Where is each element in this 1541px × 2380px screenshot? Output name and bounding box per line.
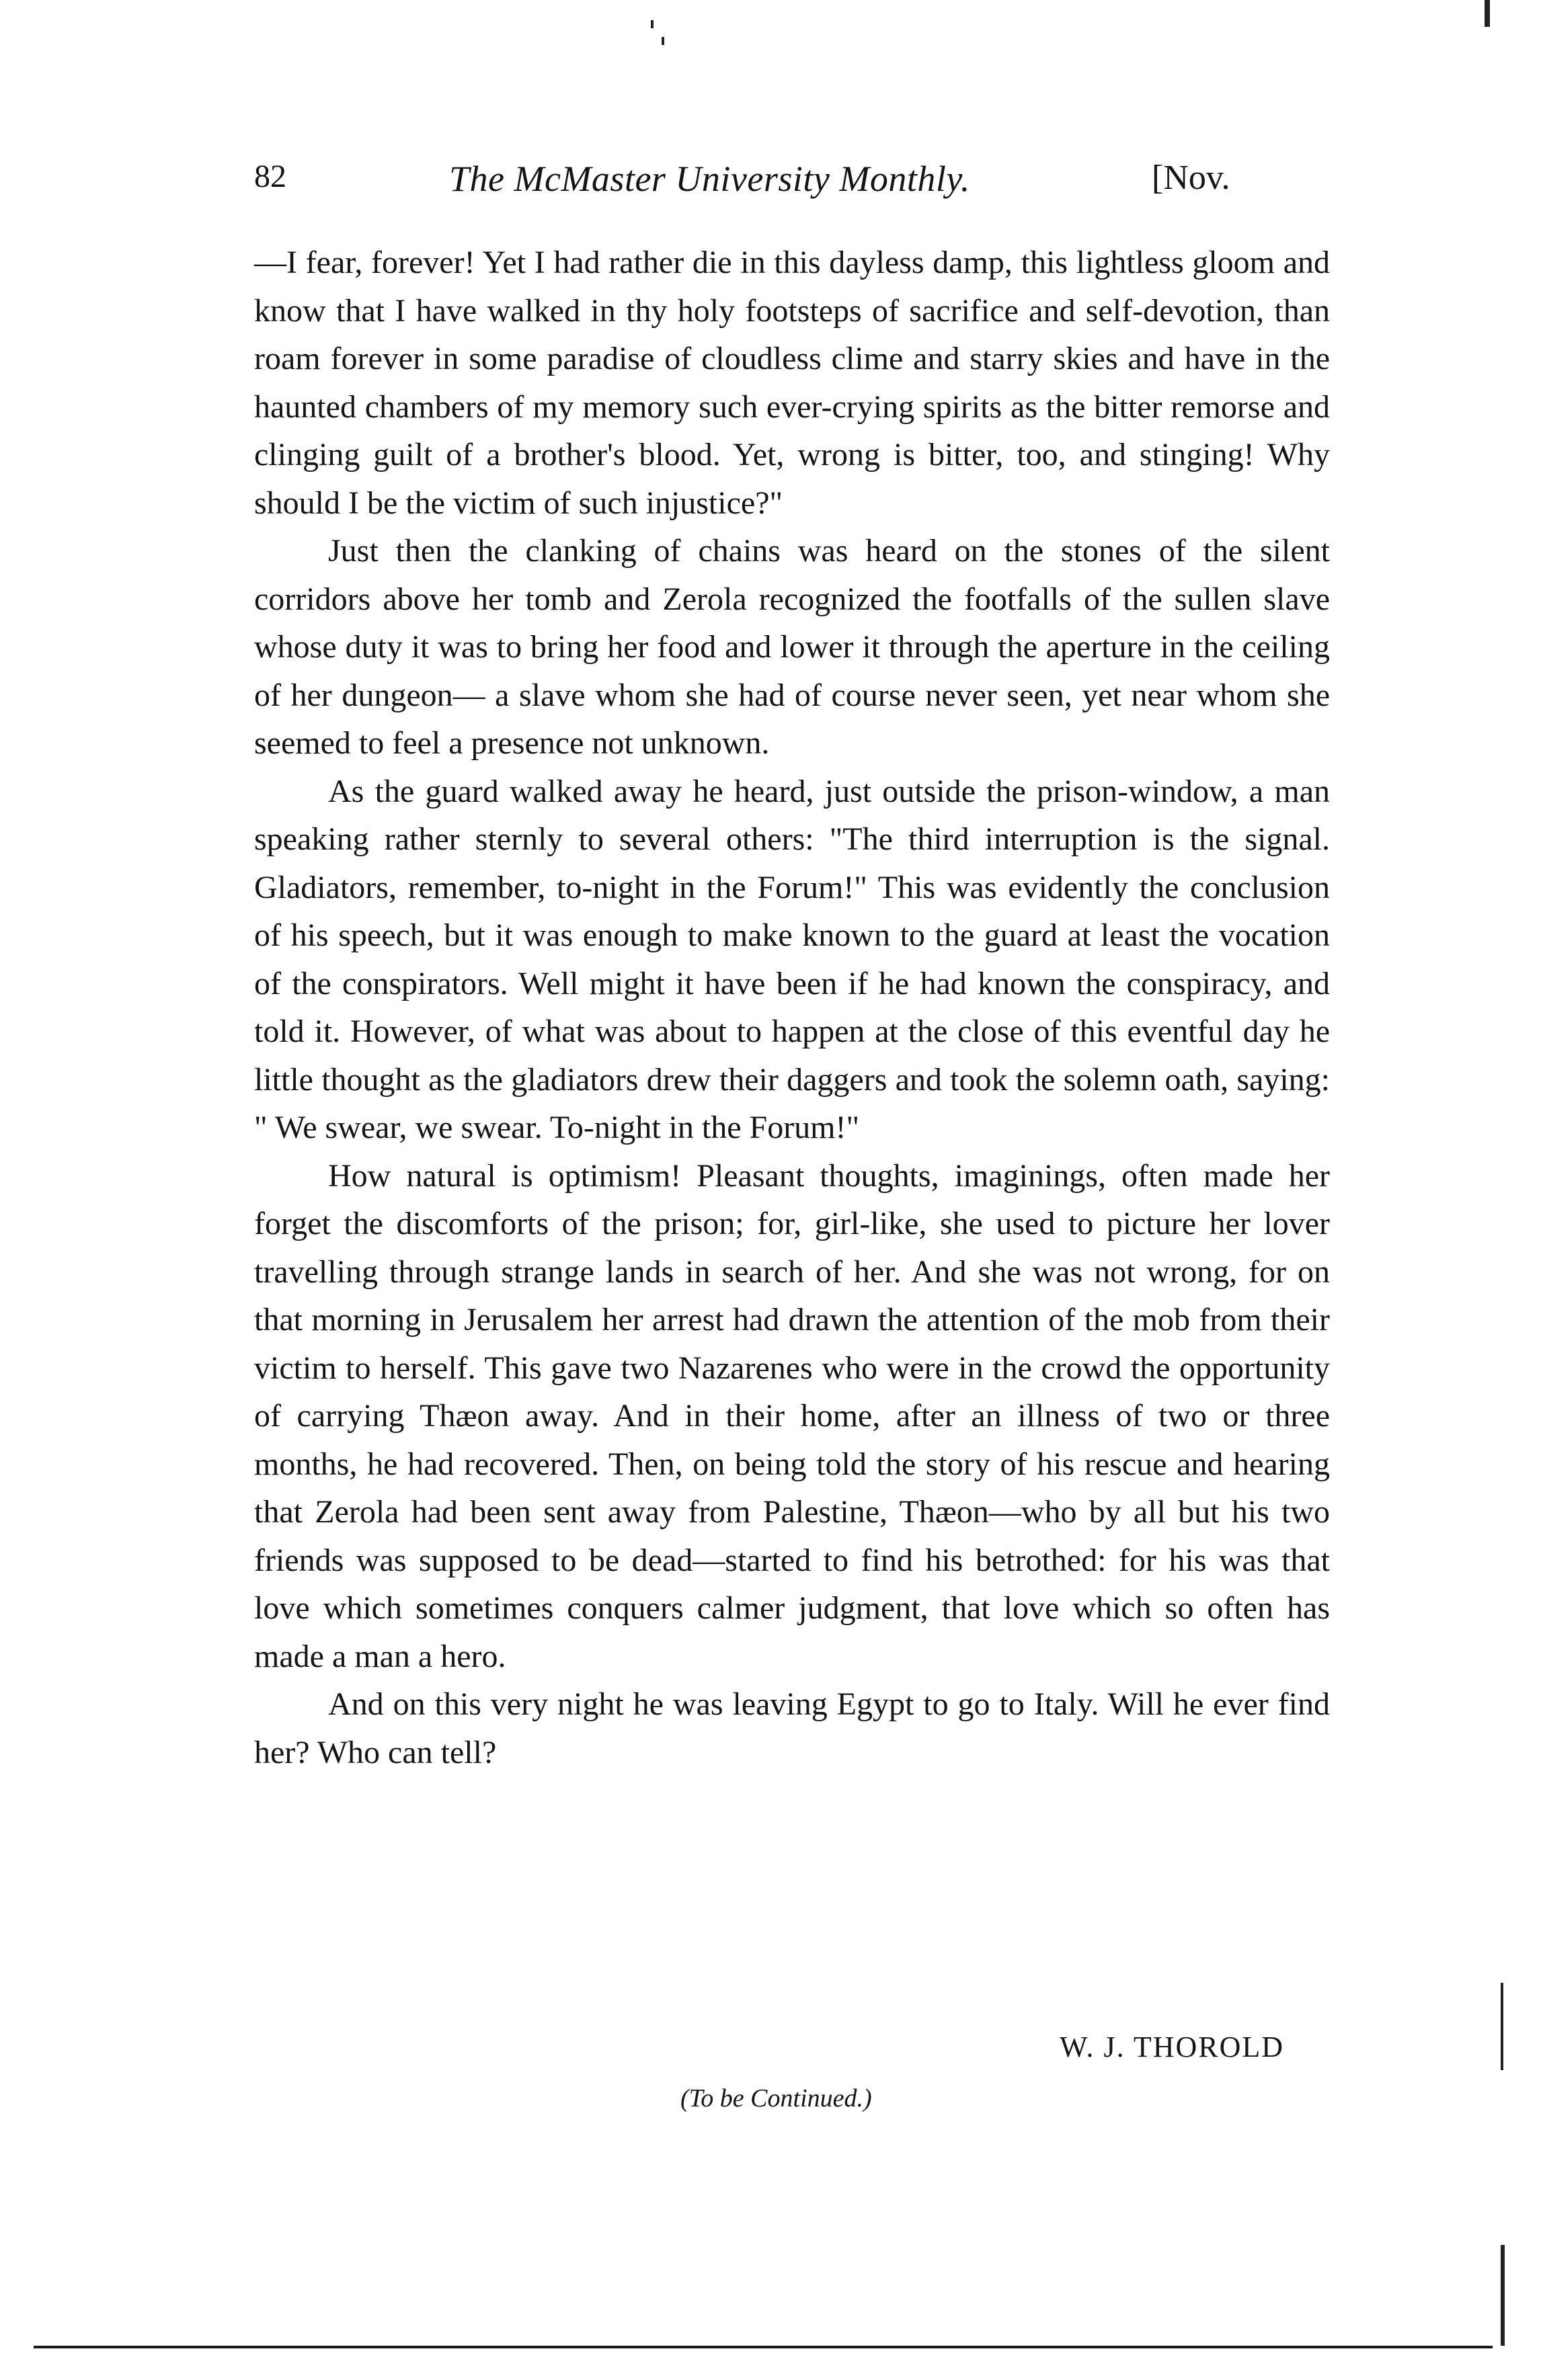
paragraph: And on this very night he was leaving Egypt to go to Italy. Will he ever find her? Who can tell? <box>254 1686 1330 1770</box>
running-header <box>254 158 1330 212</box>
paragraph: How natural is optimism! Pleasant thoughts, imaginings, often made her forget the discomforts of the prison; for, girl-like, she used to picture her lover travelling through strange lands in search of her. And she was not wrong, for on that morning in Jerusalem her arrest had drawn the attention of the mob from their victim to herself. This gave two Nazarenes who were in the crowd the opportunity of carrying Thæon away. And in their home, after an illness of two or three months, he had recovered. Then, on being told the story of his rescue and hearing that Zerola had been sent away from Palestine, Thæon—who by all but his two friends was supposed to be dead—started to find his betrothed: for his was that love which sometimes conquers calmer judgment, that love which so often has made a man a hero. <box>254 1157 1330 1674</box>
article-body <box>254 239 1330 1776</box>
paragraph: As the guard walked away he heard, just outside the prison-window, a man speaking rather sternly to several others: "The third interruption is the signal. Gladiators, remember, to-night in the Forum!" This was evidently the conclusion of his speech, but it was enough to make known to the guard at least the vocation of the conspirators. Well might it have been if he had known the conspiracy, and told it. However, of what was about to happen at the close of this eventful day he little thought as the gladiators drew their daggers and took the solemn oath, saying: " We swear, we swear. To-night in the Forum!" <box>254 773 1330 1145</box>
issue-month: [Nov. <box>1152 159 1230 197</box>
scan-mark <box>1501 1983 1503 2070</box>
page-number: 82 <box>254 159 286 194</box>
paragraph: Just then the clanking of chains was heard on the stones of the silent corridors above her tomb and Zerola recognized the footfalls of the sullen slave whose duty it was to bring her food and lower it through the aperture in the ceiling of her dungeon— a slave whom she had of course never seen, yet near whom she seemed to feel a presence not unknown. <box>254 533 1330 761</box>
paragraph: —I fear, forever! Yet I had rather die in this dayless damp, this lightless gloom and know that I have walked in thy holy footsteps of sacrifice and self-devotion, than roam forever in some paradise of cloudless clime and starry skies and have in the haunted chambers of my memory such ever-crying spirits as the bitter remorse and clinging guilt of a brother's blood. Yet, wrong is bitter, too, and stinging! Why should I be the victim of such injustice?" <box>254 245 1330 521</box>
scan-mark <box>651 20 654 28</box>
scan-mark <box>1485 0 1490 27</box>
scan-mark <box>662 37 664 45</box>
continued-note: (To be Continued.) <box>680 2084 872 2112</box>
scan-mark <box>1501 2245 1505 2346</box>
bottom-rule <box>34 2346 1493 2348</box>
author-signature: W. J. THOROLD <box>1060 2030 1285 2063</box>
journal-title: The McMaster University Monthly. <box>449 159 970 199</box>
